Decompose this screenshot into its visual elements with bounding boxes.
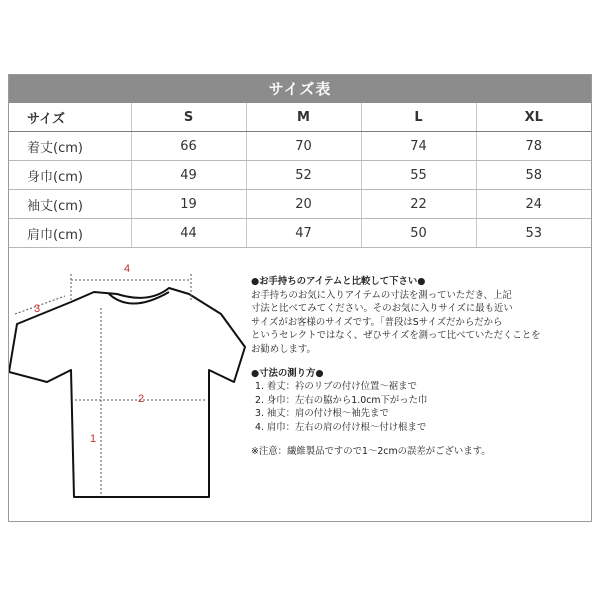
measure-list — [251, 380, 586, 434]
compare-line: 寸法と比べてみてください。そのお気に入りサイズに最も近い — [251, 303, 513, 315]
header-m: M — [246, 103, 361, 132]
table-cell: 70 — [246, 132, 361, 161]
row-label: 肩巾(cm) — [9, 219, 131, 248]
size-chart-panel — [8, 74, 592, 522]
table-row — [9, 132, 591, 161]
table-cell: 24 — [476, 190, 591, 219]
table-cell: 19 — [131, 190, 246, 219]
table-row — [9, 161, 591, 190]
header-size: サイズ — [9, 103, 131, 132]
row-label: 袖丈(cm) — [9, 190, 131, 219]
size-table — [9, 103, 591, 248]
table-cell: 49 — [131, 161, 246, 190]
label-3: 3 — [33, 303, 41, 315]
compare-heading: ●お手持ちのアイテムと比較して下さい● — [251, 276, 426, 287]
compare-line: お勧めします。 — [251, 343, 316, 355]
header-l: L — [361, 103, 476, 132]
table-cell: 78 — [476, 132, 591, 161]
size-notes — [251, 275, 586, 458]
row-label: 着丈(cm) — [9, 132, 131, 161]
table-cell: 20 — [246, 190, 361, 219]
caution-note: ※注意：繊維製品ですので1～2cmの誤差がございます。 — [251, 445, 491, 457]
table-cell: 22 — [361, 190, 476, 219]
header-xl: XL — [476, 103, 591, 132]
compare-line: サイズがお客様のサイズです。「普段はSサイズだからだから — [251, 316, 503, 328]
header-s: S — [131, 103, 246, 132]
table-cell: 44 — [131, 219, 246, 248]
list-item: 2. 身巾：左右の脇から1.0cm下がった巾 — [255, 394, 428, 406]
table-cell: 58 — [476, 161, 591, 190]
table-cell: 55 — [361, 161, 476, 190]
list-item: 1. 着丈：衿のリブの付け位置～裾まで — [255, 381, 417, 393]
label-2: 2 — [137, 393, 145, 405]
measure-heading: ●寸法の測り方● — [251, 367, 324, 379]
table-cell: 66 — [131, 132, 246, 161]
label-1: 1 — [89, 433, 97, 445]
table-header-row — [9, 103, 591, 132]
table-row — [9, 190, 591, 219]
table-cell: 52 — [246, 161, 361, 190]
table-cell: 50 — [361, 219, 476, 248]
tshirt-diagram — [9, 252, 247, 522]
table-row — [9, 219, 591, 248]
table-cell: 47 — [246, 219, 361, 248]
label-4: 4 — [123, 263, 131, 275]
table-cell: 53 — [476, 219, 591, 248]
list-item: 3. 袖丈：肩の付け根～袖先まで — [255, 408, 389, 420]
row-label: 身巾(cm) — [9, 161, 131, 190]
compare-line: お手持ちのお気に入りアイテムの寸法を測っていただき、上記 — [251, 289, 512, 301]
list-item: 4. 肩巾：左右の肩の付け根～付け根まで — [255, 421, 427, 433]
table-cell: 74 — [361, 132, 476, 161]
size-chart-title: サイズ表 — [9, 75, 591, 103]
tshirt-outline — [9, 288, 245, 497]
compare-line: というセレクトではなく、ぜひサイズを測って比べていただくことを — [251, 330, 541, 342]
